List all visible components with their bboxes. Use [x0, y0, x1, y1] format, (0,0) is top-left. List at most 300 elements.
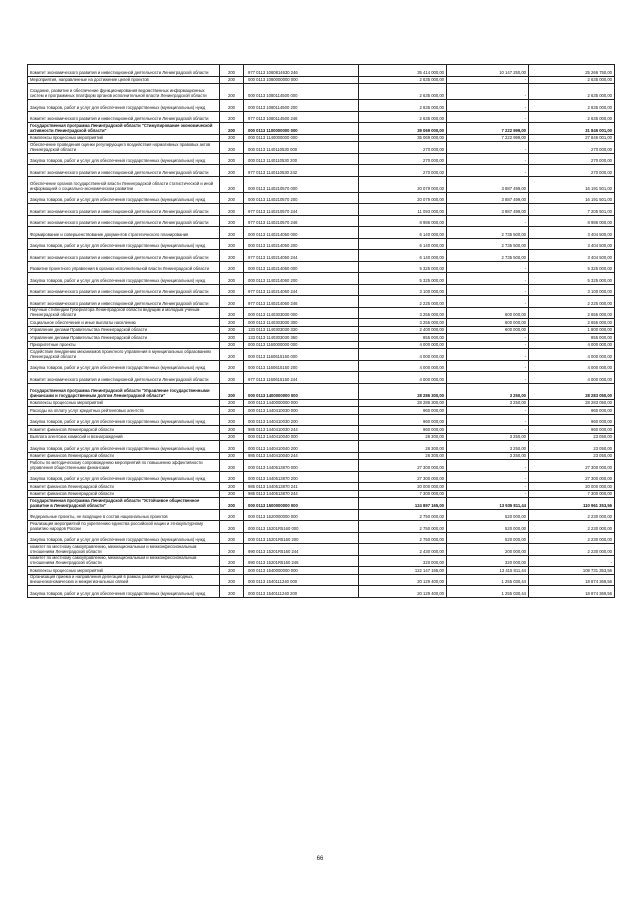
- row-name: Комитет экономического развития и инвестиционной деятельности Ленинградской области: [28, 215, 220, 227]
- row-code: 200: [220, 372, 244, 384]
- table-row: [28, 307, 615, 319]
- row-result: 270 000,00: [529, 165, 615, 177]
- row-kbk: 985 0113 1440513870 241: [244, 483, 359, 491]
- row-result: 5 325 000,00: [529, 273, 615, 285]
- row-change: -: [447, 215, 529, 227]
- row-amount: 855 000,00: [359, 334, 447, 342]
- row-name: Закупка товаров, работ и услуг для обеспечения государственных (муниципальных) нужд: [28, 273, 220, 285]
- row-name: Приоритетные проекты: [28, 341, 220, 349]
- row-result: 23 050,00: [529, 433, 615, 441]
- row-code: 200: [220, 407, 244, 415]
- row-name: Управление делами Правительства Ленинградской области: [28, 334, 220, 342]
- row-amount: 20 129 400,00: [359, 586, 447, 598]
- table-row: [28, 215, 615, 227]
- row-code: 200: [220, 296, 244, 308]
- row-name: Формирование и совершенствование документов стратегического планирования: [28, 227, 220, 239]
- row-code: 200: [220, 326, 244, 334]
- row-amount: 960 000,00: [359, 426, 447, 434]
- row-amount: 26 300,00: [359, 441, 447, 453]
- row-kbk: 000 0113 1140214050 200: [244, 238, 359, 250]
- table-row: [28, 238, 615, 250]
- row-amount: 35 414 000,00: [359, 65, 447, 77]
- row-kbk: 000 0113 1540111240 200: [244, 586, 359, 598]
- row-result: 2 230 000,00: [529, 521, 615, 533]
- row-result: 23 050,00: [529, 452, 615, 460]
- table-row: [28, 498, 615, 510]
- row-change: -: [447, 261, 529, 273]
- table-row: [28, 460, 615, 472]
- row-change: -: [447, 426, 529, 434]
- row-amount: 3 255 000,00: [359, 307, 447, 319]
- row-amount: 2 635 000,00: [359, 84, 447, 100]
- row-kbk: 000 0113 1440410040 200: [244, 441, 359, 453]
- row-code: 200: [220, 349, 244, 361]
- row-change: -: [447, 334, 529, 342]
- row-amount: 4 000 000,00: [359, 341, 447, 349]
- row-kbk: 000 0113 1400000000 000: [244, 383, 359, 399]
- row-amount: 122 147 165,00: [359, 567, 447, 575]
- table-row: [28, 349, 615, 361]
- row-result: 20 000 000,00: [529, 483, 615, 491]
- row-name: Закупка товаров, работ и услуг для обеспечения государственных (муниципальных) нужд: [28, 238, 220, 250]
- row-name: Комплексы процессных мероприятий: [28, 399, 220, 407]
- row-kbk: 977 0113 1140214050 244: [244, 250, 359, 262]
- row-name: Закупка товаров, работ и услуг для обеспечения государственных (муниципальных) нужд: [28, 586, 220, 598]
- row-code: 200: [220, 100, 244, 112]
- row-amount: 28 286 300,00: [359, 399, 447, 407]
- table-row: [28, 586, 615, 598]
- row-kbk: 133 0113 1140303030 330: [244, 326, 359, 334]
- table-row: [28, 383, 615, 399]
- row-kbk: 977 0113 1140210570 244: [244, 204, 359, 216]
- row-kbk: 000 0113 1140210570 000: [244, 176, 359, 192]
- row-code: 200: [220, 555, 244, 567]
- table-row: [28, 76, 615, 84]
- row-change: -: [447, 349, 529, 361]
- table-row: [28, 261, 615, 273]
- row-name: Развитие проектного управления в органах исполнительной власти Ленинградской области: [28, 261, 220, 273]
- row-code: 200: [220, 586, 244, 598]
- table-row: [28, 452, 615, 460]
- row-code: 200: [220, 414, 244, 426]
- row-name: Государственная программа Ленинградской области "Стимулирование экономической активности Ленинградской области": [28, 123, 220, 135]
- row-amount: 39 069 000,00: [359, 123, 447, 135]
- row-result: 2 230 000,00: [529, 532, 615, 544]
- row-name: Комитет финансов Ленинградской области: [28, 483, 220, 491]
- row-result: 7 300 000,00: [529, 490, 615, 498]
- row-result: 855 000,00: [529, 334, 615, 342]
- row-result: 8 986 000,00: [529, 215, 615, 227]
- row-change: 600 000,00: [447, 326, 529, 334]
- row-code: 200: [220, 192, 244, 204]
- row-kbk: 000 0113 1160615150 000: [244, 349, 359, 361]
- row-kbk: 000 0113 15201R5160 200: [244, 532, 359, 544]
- table-row: [28, 544, 615, 556]
- row-code: 200: [220, 123, 244, 135]
- table-row: [28, 204, 615, 216]
- row-amount: 20 129 400,00: [359, 574, 447, 586]
- row-name: Комитет финансов Ленинградской области: [28, 452, 220, 460]
- row-name: Комитет экономического развития и инвестиционной деятельности Ленинградской области: [28, 284, 220, 296]
- row-code: 200: [220, 176, 244, 192]
- row-result: 16 191 501,00: [529, 192, 615, 204]
- row-name: комитет по местному самоуправлению, межнациональным и межконфессиональным отношениям Ленинградской области: [28, 544, 220, 556]
- row-code: 200: [220, 433, 244, 441]
- row-code: 200: [220, 521, 244, 533]
- row-result: 2 635 000,00: [529, 111, 615, 123]
- row-name: Федеральные проекты, не входящие в состав национальных проектов: [28, 509, 220, 521]
- row-change: 200 000,00: [447, 544, 529, 556]
- row-amount: 7 300 000,00: [359, 490, 447, 498]
- row-kbk: 985 0113 1440513870 244: [244, 490, 359, 498]
- row-code: 200: [220, 426, 244, 434]
- row-code: 200: [220, 360, 244, 372]
- row-change: -: [447, 142, 529, 154]
- row-code: 200: [220, 490, 244, 498]
- row-result: 960 000,00: [529, 426, 615, 434]
- table-row: [28, 192, 615, 204]
- table-row: [28, 65, 615, 77]
- row-change: -: [447, 76, 529, 84]
- table-row: [28, 399, 615, 407]
- row-result: 31 846 001,00: [529, 123, 615, 135]
- row-code: 200: [220, 334, 244, 342]
- row-code: 200: [220, 165, 244, 177]
- row-change: -: [447, 414, 529, 426]
- row-result: 3 404 500,00: [529, 250, 615, 262]
- row-code: 200: [220, 498, 244, 510]
- row-amount: 20 000 000,00: [359, 483, 447, 491]
- row-name: Работы по методическому сопровождению мероприятий по повышению эффективности управления общественными финансами: [28, 460, 220, 472]
- row-result: 4 000 000,00: [529, 372, 615, 384]
- row-code: 200: [220, 142, 244, 154]
- table-row: [28, 471, 615, 483]
- row-kbk: 000 0113 1440000000 000: [244, 399, 359, 407]
- row-change: -: [447, 273, 529, 285]
- page-number: 66: [316, 856, 324, 862]
- table-row: [28, 555, 615, 567]
- row-amount: 2 635 000,00: [359, 111, 447, 123]
- row-result: 27 300 000,00: [529, 471, 615, 483]
- row-change: 3 887 499,00: [447, 192, 529, 204]
- row-amount: 2 635 000,00: [359, 76, 447, 84]
- row-change: -: [447, 360, 529, 372]
- row-kbk: 000 0113 1140110530 000: [244, 142, 359, 154]
- row-result: 2 225 000,00: [529, 296, 615, 308]
- row-name: Мероприятия, направленные на достижение целей проектов: [28, 76, 220, 84]
- row-result: 3 404 500,00: [529, 238, 615, 250]
- row-code: 200: [220, 84, 244, 100]
- row-kbk: 985 0113 1440410040 244: [244, 452, 359, 460]
- row-amount: 5 325 000,00: [359, 273, 447, 285]
- table-row: [28, 142, 615, 154]
- row-name: Закупка товаров, работ и услуг для обеспечения государственных (муниципальных) нужд: [28, 192, 220, 204]
- row-kbk: 000 0113 1140303030 300: [244, 319, 359, 327]
- row-kbk: 990 0113 15201R5160 244: [244, 544, 359, 556]
- row-change: 3 250,00: [447, 452, 529, 460]
- row-code: 200: [220, 399, 244, 407]
- row-code: 200: [220, 273, 244, 285]
- row-code: 200: [220, 452, 244, 460]
- row-name: Создание, развитие и обеспечение функционирования ведомственных информационных систем и программных платформ органов исполнительной власти Ленинградской области: [28, 84, 220, 100]
- row-amount: 26 300,00: [359, 452, 447, 460]
- row-name: Комплексы процессных мероприятий: [28, 134, 220, 142]
- row-name: Комитет финансов Ленинградской области: [28, 426, 220, 434]
- row-result: 7 205 501,00: [529, 204, 615, 216]
- row-kbk: 977 0113 1140214060 246: [244, 296, 359, 308]
- row-amount: 27 300 000,00: [359, 471, 447, 483]
- row-result: 4 000 000,00: [529, 349, 615, 361]
- row-result: 2 635 000,00: [529, 76, 615, 84]
- row-kbk: 000 0113 1160000000 000: [244, 341, 359, 349]
- row-change: -: [447, 284, 529, 296]
- row-kbk: 000 0113 1140110530 200: [244, 153, 359, 165]
- row-kbk: 000 0113 1500000000 000: [244, 498, 359, 510]
- row-code: 200: [220, 544, 244, 556]
- row-change: -: [447, 471, 529, 483]
- row-result: 25 266 750,00: [529, 65, 615, 77]
- row-change: -: [447, 483, 529, 491]
- row-code: 200: [220, 65, 244, 77]
- row-amount: 270 000,00: [359, 142, 447, 154]
- table-row: [28, 426, 615, 434]
- row-name: Комитет экономического развития и инвестиционной деятельности Ленинградской области: [28, 372, 220, 384]
- row-name: Комитет финансов Ленинградской области: [28, 490, 220, 498]
- row-kbk: 000 0113 1540000000 000: [244, 567, 359, 575]
- row-change: -: [447, 296, 529, 308]
- row-kbk: 000 0113 1440410040 000: [244, 433, 359, 441]
- row-result: 5 325 000,00: [529, 261, 615, 273]
- table-row: [28, 414, 615, 426]
- row-result: 2 230 000,00: [529, 509, 615, 521]
- row-name: Закупка товаров, работ и услуг для обеспечения государственных (муниципальных) нужд: [28, 471, 220, 483]
- row-change: 600 000,00: [447, 319, 529, 327]
- row-name: Научные стипендии Губернатора Ленинградской области ведущим и молодым ученым Ленинградской области: [28, 307, 220, 319]
- row-result: 4 000 000,00: [529, 360, 615, 372]
- row-name: Закупка товаров, работ и услуг для обеспечения государственных (муниципальных) нужд: [28, 441, 220, 453]
- table-row: [28, 372, 615, 384]
- row-kbk: 977 0113 1160615150 244: [244, 372, 359, 384]
- row-name: Организация приема и направления делегаций в рамках развития международных, внешнеэкономических и межрегиональных связей: [28, 574, 220, 586]
- table-row: [28, 319, 615, 327]
- row-change: -: [447, 407, 529, 415]
- row-code: 200: [220, 238, 244, 250]
- row-code: 200: [220, 483, 244, 491]
- row-name: Выплата агентских комиссий и вознаграждений: [28, 433, 220, 441]
- row-amount: 960 000,00: [359, 407, 447, 415]
- row-change: 3 887 499,00: [447, 204, 529, 216]
- row-name: Расходы на оплату услуг кредитных рейтинговых агентств: [28, 407, 220, 415]
- row-kbk: 000 0113 1140214060 200: [244, 273, 359, 285]
- row-code: 200: [220, 341, 244, 349]
- row-result: 18 874 369,56: [529, 586, 615, 598]
- row-name: комитет по местному самоуправлению, межнациональным и межконфессиональным отношениям Ленинградской области: [28, 555, 220, 567]
- row-amount: 4 000 000,00: [359, 349, 447, 361]
- row-result: 16 191 501,00: [529, 176, 615, 192]
- row-code: 200: [220, 574, 244, 586]
- row-kbk: 000 0113 15201R5160 000: [244, 521, 359, 533]
- row-kbk: 990 0113 15201R5160 246: [244, 555, 359, 567]
- table-row: [28, 123, 615, 135]
- table-row: [28, 273, 615, 285]
- table-row: [28, 360, 615, 372]
- row-amount: 20 079 000,00: [359, 192, 447, 204]
- row-amount: 27 300 000,00: [359, 460, 447, 472]
- table-row: [28, 509, 615, 521]
- row-change: -: [447, 341, 529, 349]
- row-kbk: 000 0113 1440513870 000: [244, 460, 359, 472]
- table-row: [28, 407, 615, 415]
- row-code: 200: [220, 471, 244, 483]
- row-change: -: [447, 165, 529, 177]
- row-amount: 2 430 000,00: [359, 544, 447, 556]
- row-name: Комитет экономического развития и инвестиционной деятельности Ленинградской области: [28, 204, 220, 216]
- table-row: [28, 165, 615, 177]
- row-code: 200: [220, 76, 244, 84]
- table-row: [28, 284, 615, 296]
- row-amount: 5 325 000,00: [359, 261, 447, 273]
- row-change: -: [447, 153, 529, 165]
- row-amount: 2 750 000,00: [359, 509, 447, 521]
- row-amount: 6 140 000,00: [359, 250, 447, 262]
- row-kbk: 000 0113 1140210570 200: [244, 192, 359, 204]
- row-kbk: 985 0113 1440410030 244: [244, 426, 359, 434]
- table-row: [28, 134, 615, 142]
- row-name: Комплексы процессных мероприятий: [28, 567, 220, 575]
- row-result: 18 874 369,56: [529, 574, 615, 586]
- row-kbk: 133 0113 1140303030 350: [244, 334, 359, 342]
- row-kbk: 977 0113 1060814630 246: [244, 65, 359, 77]
- row-amount: 960 000,00: [359, 414, 447, 426]
- row-amount: 35 069 000,00: [359, 134, 447, 142]
- row-amount: 11 093 000,00: [359, 204, 447, 216]
- row-change: 13 935 811,44: [447, 498, 529, 510]
- row-name: Комитет экономического развития и инвестиционной деятельности Ленинградской области: [28, 296, 220, 308]
- row-change: 3 250,00: [447, 433, 529, 441]
- row-result: 2 635 000,00: [529, 84, 615, 100]
- row-result: 110 961 353,56: [529, 498, 615, 510]
- row-name: Обеспечение проведения оценки регулирующего воздействия нормативных правовых актов Ленинградской области: [28, 142, 220, 154]
- row-change: 320 000,00: [447, 555, 529, 567]
- row-result: 960 000,00: [529, 407, 615, 415]
- row-amount: 6 140 000,00: [359, 227, 447, 239]
- row-change: 1 255 030,44: [447, 586, 529, 598]
- row-result: 108 731 353,56: [529, 567, 615, 575]
- row-result: -: [529, 555, 615, 567]
- table-row: [28, 334, 615, 342]
- table-row: [28, 341, 615, 349]
- row-kbk: 977 0113 1140210570 246: [244, 215, 359, 227]
- row-kbk: 000 0113 1140214050 000: [244, 227, 359, 239]
- row-kbk: 000 0113 1080000000 000: [244, 76, 359, 84]
- row-name: Закупка товаров, работ и услуг для обеспечения государственных (муниципальных) нужд: [28, 100, 220, 112]
- row-code: 200: [220, 307, 244, 319]
- row-code: 200: [220, 261, 244, 273]
- row-code: 200: [220, 532, 244, 544]
- row-amount: 270 000,00: [359, 165, 447, 177]
- row-change: -: [447, 100, 529, 112]
- table-row: [28, 567, 615, 575]
- row-code: 200: [220, 509, 244, 521]
- budget-table: [27, 64, 615, 598]
- row-code: 200: [220, 227, 244, 239]
- row-change: 520 000,00: [447, 509, 529, 521]
- row-change: 10 147 250,00: [447, 65, 529, 77]
- table-row: [28, 574, 615, 586]
- row-change: 1 255 030,44: [447, 574, 529, 586]
- row-name: Социальное обеспечение и иные выплаты населению: [28, 319, 220, 327]
- row-amount: 124 897 165,00: [359, 498, 447, 510]
- row-result: 4 000 000,00: [529, 341, 615, 349]
- row-result: 27 846 001,00: [529, 134, 615, 142]
- row-amount: 26 300,00: [359, 433, 447, 441]
- row-name: Комитет экономического развития и инвестиционной деятельности Ленинградской области: [28, 250, 220, 262]
- row-name: Закупка товаров, работ и услуг для обеспечения государственных (муниципальных) нужд: [28, 414, 220, 426]
- table-row: [28, 250, 615, 262]
- table-row: [28, 441, 615, 453]
- table-row: [28, 176, 615, 192]
- row-kbk: 977 0113 1140110530 242: [244, 165, 359, 177]
- table-row: [28, 532, 615, 544]
- row-amount: 2 750 000,00: [359, 532, 447, 544]
- row-change: -: [447, 111, 529, 123]
- row-kbk: 000 0113 1140214060 000: [244, 261, 359, 273]
- row-change: 520 000,00: [447, 532, 529, 544]
- row-change: 520 000,00: [447, 521, 529, 533]
- row-change: 600 000,00: [447, 307, 529, 319]
- row-result: 2 635 000,00: [529, 100, 615, 112]
- row-change: 13 415 811,44: [447, 567, 529, 575]
- row-name: Закупка товаров, работ и услуг для обеспечения государственных (муниципальных) нужд: [28, 532, 220, 544]
- row-amount: 270 000,00: [359, 153, 447, 165]
- row-code: 200: [220, 250, 244, 262]
- row-kbk: 000 0113 1080114500 000: [244, 84, 359, 100]
- row-amount: 28 286 300,00: [359, 383, 447, 399]
- row-change: -: [447, 84, 529, 100]
- table-row: [28, 100, 615, 112]
- row-change: 3 887 499,00: [447, 176, 529, 192]
- row-name: Комитет экономического развития и инвестиционной деятельности Ленинградской области: [28, 165, 220, 177]
- row-result: 3 404 500,00: [529, 227, 615, 239]
- row-result: 270 000,00: [529, 142, 615, 154]
- table-row: [28, 433, 615, 441]
- row-result: 23 050,00: [529, 441, 615, 453]
- row-name: Обеспечение органов государственной власти Ленинградской области статистической и иной информацией о социально-экономическом развитии: [28, 176, 220, 192]
- row-result: 1 800 000,00: [529, 326, 615, 334]
- row-result: 3 100 000,00: [529, 284, 615, 296]
- table-row: [28, 153, 615, 165]
- table-row: [28, 227, 615, 239]
- row-amount: 3 100 000,00: [359, 284, 447, 296]
- row-amount: 2 750 000,00: [359, 521, 447, 533]
- table-row: [28, 521, 615, 533]
- row-change: 2 735 500,00: [447, 227, 529, 239]
- row-code: 200: [220, 204, 244, 216]
- row-change: 3 250,00: [447, 399, 529, 407]
- row-kbk: 000 0113 1080114500 200: [244, 100, 359, 112]
- row-kbk: 000 0113 1100000000 000: [244, 123, 359, 135]
- row-name: Комитет экономического развития и инвестиционной деятельности Ленинградской области: [28, 65, 220, 77]
- row-amount: 8 986 000,00: [359, 215, 447, 227]
- row-code: 200: [220, 383, 244, 399]
- row-code: 200: [220, 215, 244, 227]
- table-row: [28, 111, 615, 123]
- table-row: [28, 490, 615, 498]
- table-row: [28, 296, 615, 308]
- row-change: -: [447, 460, 529, 472]
- row-kbk: 000 0113 1160615150 200: [244, 360, 359, 372]
- row-result: 28 283 050,00: [529, 399, 615, 407]
